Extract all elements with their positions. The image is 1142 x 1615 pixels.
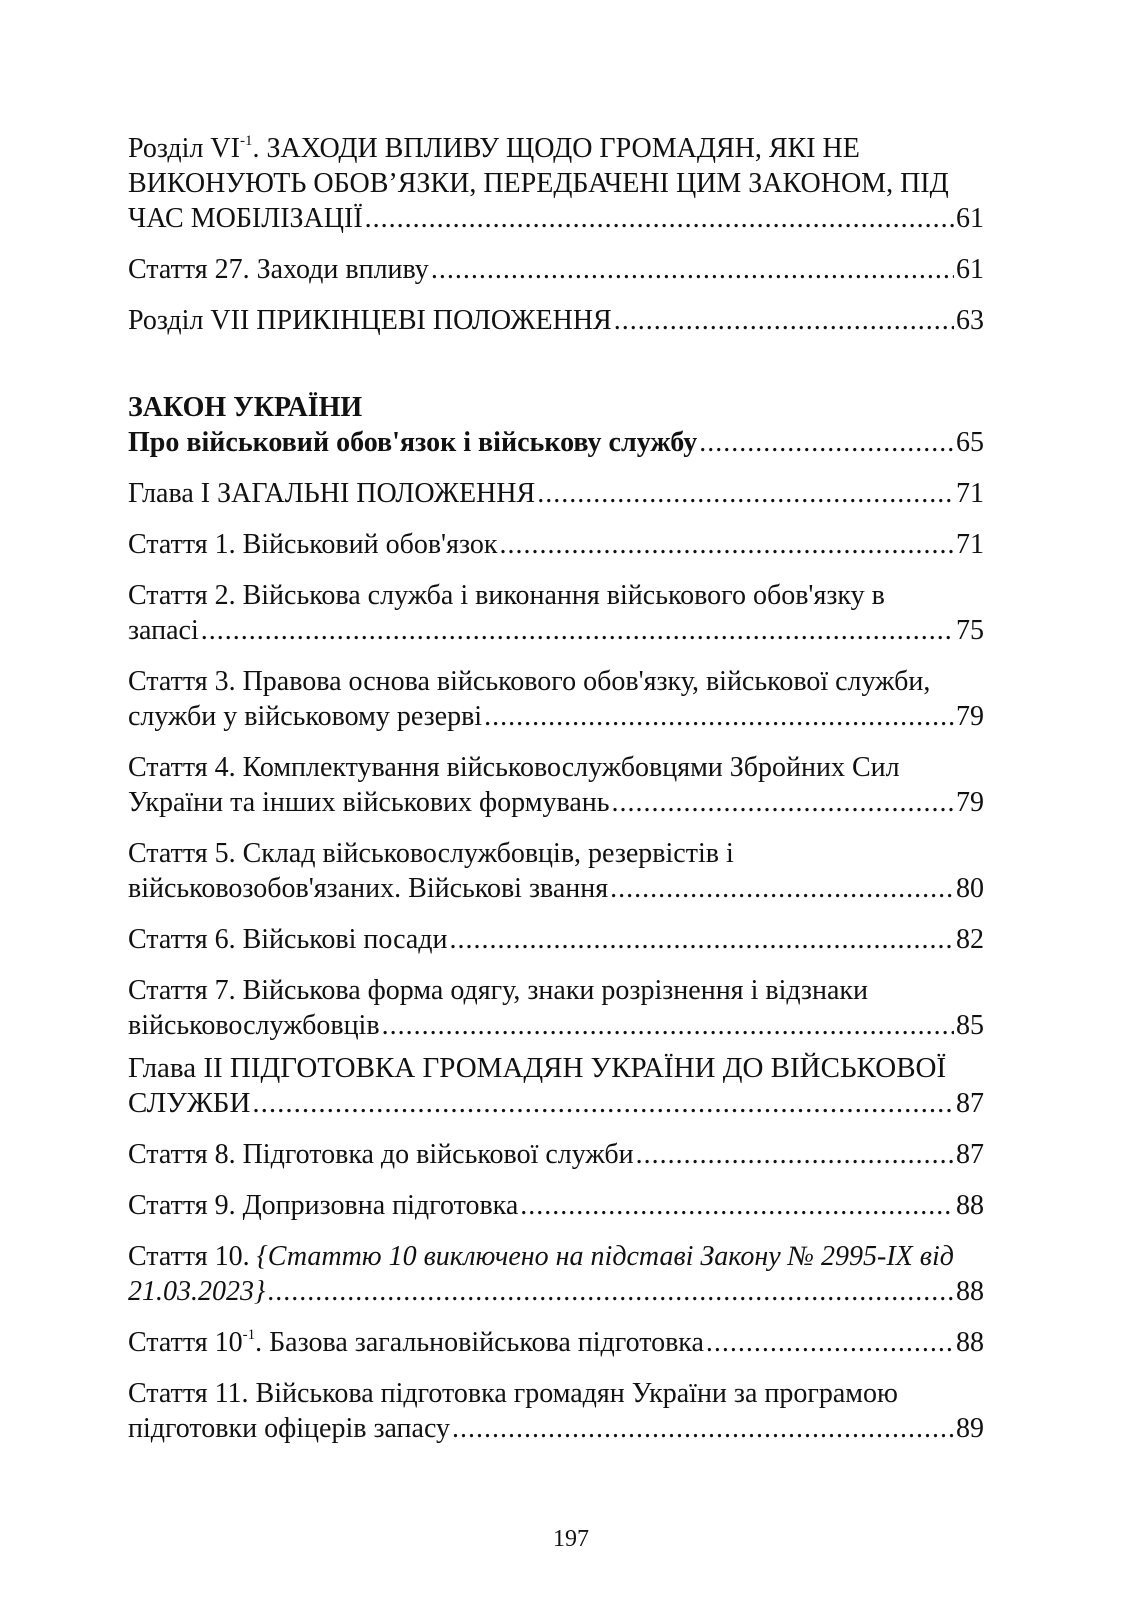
toc-entry-section-vii[interactable] [128,303,984,338]
dot-leader [612,785,955,820]
toc-entry-line: Стаття 7. Військова форма одягу, знаки розрізнення і відзнаки [128,975,868,1006]
superscript: -1 [242,1327,256,1343]
toc-entry-article-5[interactable] [128,836,984,906]
dot-leader [610,871,954,906]
dot-leader [382,1008,954,1043]
toc-entry-label: Стаття 8. Підготовка до військової служби [128,1139,634,1170]
toc-entry-label: ЧАС МОБІЛІЗАЦІЇ [128,203,363,234]
toc-page-number: 79 [956,787,984,818]
toc-entry-last-line [128,1411,984,1446]
dot-leader [431,252,954,287]
toc-page-number: 87 [956,1139,984,1170]
dot-leader [699,425,954,460]
toc-entry-label: 21.03.2023} [128,1276,266,1307]
toc-entry-last-line [128,1137,984,1172]
toc-entry-line: Стаття 11. Військова підготовка громадян України за програмою [128,1378,898,1409]
toc-entry-line: ВИКОНУЮТЬ ОБОВ’ЯЗКИ, ПЕРЕДБАЧЕНІ ЦИМ ЗАКОНОМ, ПІД [128,168,949,199]
toc-entry-article-9[interactable] [128,1188,984,1223]
toc-entry-last-line [128,613,984,648]
toc-entry-label: запасі [128,615,199,646]
toc-page-number: 85 [956,1010,984,1041]
toc-entry-last-line [128,1188,984,1223]
toc-page-number: 61 [956,203,984,234]
toc-entry-chapter-2[interactable] [128,1051,984,1121]
toc-entry-last-line [128,1274,984,1309]
toc-entry-label: служби у військовому резерві [128,701,483,732]
toc-page-number: 87 [956,1088,984,1119]
toc-page-number: 79 [956,701,984,732]
dot-leader [450,922,955,957]
toc-entry-label: підготовки офіцерів запасу [128,1413,451,1444]
toc-page-number: 88 [956,1190,984,1221]
toc-entry-label: Розділ VII ПРИКІНЦЕВІ ПОЛОЖЕННЯ [128,305,612,336]
dot-leader [201,613,954,648]
toc-entry-article-2[interactable] [128,578,984,648]
toc-entry-last-line [128,922,984,957]
toc-entry-last-line [128,699,984,734]
toc-entry-label: Про військовий обов'язок і військову службу [128,427,698,458]
toc-entry-label: Стаття 9. Допризовна підготовка [128,1190,519,1221]
toc-entry-label-rest: . Базова загальновійськова підготовка [255,1327,704,1358]
toc-page-number: 75 [956,615,984,646]
toc-entry-line: Стаття 2. Військова служба і виконання військового обов'язку в [128,580,885,611]
toc-page-number: 65 [956,427,984,458]
superscript: -1 [239,133,253,149]
toc-entry-label: Стаття 27. Заходи впливу [128,254,429,285]
toc-entry-label: військовозобов'язаних. Військові звання [128,873,609,904]
dot-leader [252,1086,954,1121]
toc-entry-label [128,1325,706,1360]
dot-leader [452,1411,954,1446]
dot-leader [520,1188,954,1223]
toc-entry-article-3[interactable] [128,664,984,734]
toc-entry-last-line [128,1008,984,1043]
toc-entry-label-rest: . ЗАХОДИ ВПЛИВУ ЩОДО ГРОМАДЯН, ЯКІ НЕ [252,133,860,164]
toc-page-number: 71 [956,478,984,509]
toc-entry-last-line [128,476,984,511]
dot-leader [537,476,954,511]
toc-entry-label: України та інших військових формувань [128,787,610,818]
toc-entry-last-line [128,785,984,820]
toc-entry-label-prefix: Стаття 10. [128,1241,257,1272]
toc-entry-article-8[interactable] [128,1137,984,1172]
dot-leader [636,1137,954,1172]
page-number: 197 [553,1526,589,1552]
toc-entry-article-4[interactable] [128,750,984,820]
toc-entry-last-line [128,1325,984,1360]
dot-leader [267,1274,954,1309]
law-heading: ЗАКОН УКРАЇНИ [128,392,363,423]
toc-page-number: 89 [956,1413,984,1444]
table-of-contents [128,131,984,1462]
toc-entry-label: військовослужбовців [128,1010,380,1041]
toc-entry-line: Стаття 4. Комплектування військовослужбовцями Збройних Сил [128,752,900,783]
toc-entry-label: Глава I ЗАГАЛЬНІ ПОЛОЖЕННЯ [128,478,536,509]
dot-leader [614,303,954,338]
toc-entry-chapter-1[interactable] [128,476,984,511]
toc-page-number: 63 [956,305,984,336]
dot-leader [365,201,954,236]
dot-leader [706,1325,954,1360]
toc-entry-law-title[interactable] [128,425,984,460]
dot-leader [484,699,954,734]
toc-entry-line [128,131,984,166]
toc-page-number: 61 [956,254,984,285]
toc-entry-line [128,1239,984,1274]
toc-page-number: 71 [956,529,984,560]
toc-page-number: 82 [956,924,984,955]
toc-entry-label-prefix: Стаття 10 [128,1327,243,1358]
toc-entry-last-line [128,1086,984,1121]
toc-entry-note: {Статтю 10 виключено на підставі Закону № 2995-IX від [256,1241,954,1272]
toc-entry-article-10-1[interactable] [128,1325,984,1360]
toc-page-number: 88 [956,1276,984,1307]
toc-entry-last-line [128,871,984,906]
toc-entry-last-line [128,425,984,460]
toc-entry-line: Стаття 3. Правова основа військового обов'язку, військової служби, [128,666,931,697]
toc-entry-label: Стаття 1. Військовий обов'язок [128,529,498,560]
toc-entry-last-line [128,527,984,562]
toc-entry-section-vi-1[interactable] [128,131,984,236]
toc-entry-article-1[interactable] [128,527,984,562]
dot-leader [499,527,954,562]
toc-page-number: 80 [956,873,984,904]
toc-entry-last-line [128,201,984,236]
toc-entry-label-prefix: Розділ VI [128,133,240,164]
toc-entry-line: Глава II ПІДГОТОВКА ГРОМАДЯН УКРАЇНИ ДО ВІЙСЬКОВОЇ [128,1052,947,1084]
toc-entry-label: Стаття 6. Військові посади [128,924,448,955]
toc-entry-article-27[interactable] [128,252,984,287]
toc-entry-article-6[interactable] [128,922,984,957]
toc-entry-line: Стаття 5. Склад військовослужбовців, резервістів і [128,838,734,869]
toc-page-number: 88 [956,1327,984,1358]
toc-entry-last-line [128,303,984,338]
toc-entry-last-line [128,252,984,287]
toc-entry-article-7[interactable] [128,973,984,1043]
toc-entry-article-10[interactable] [128,1239,984,1309]
toc-entry-label: СЛУЖБИ [128,1087,251,1119]
toc-entry-article-11[interactable] [128,1376,984,1446]
